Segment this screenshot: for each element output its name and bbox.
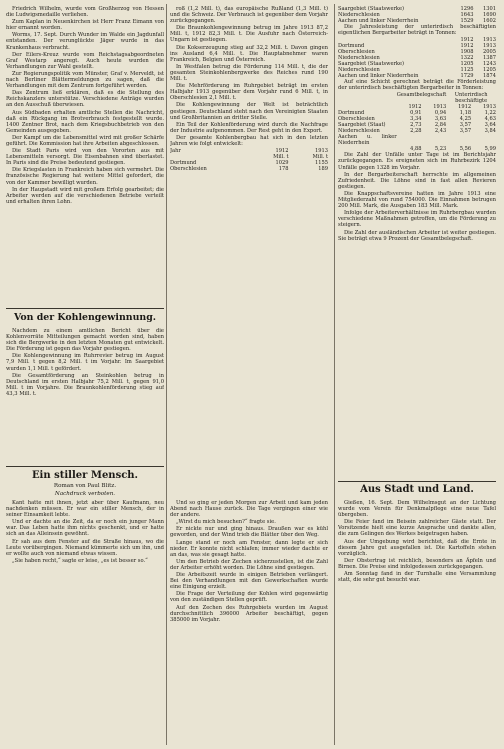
table-unit: Mill. t <box>312 154 328 161</box>
paragraph: Am Sonntag fand in der Turnhalle eine Versammlung statt, die sehr gut besucht war. <box>338 571 496 584</box>
paragraph: roß (1,2 Mill. t), das europäische Rußland (1,3 Mill. t) und die Schweiz. Der Verbrauch ist gegenüber dem Vorjahr zurückgegangen. <box>170 6 328 25</box>
paragraph: Die Kriegslasten in Frankreich haben sich vermehrt. Die französische Regierung hat weitere Mittel gefordert, die von der Kammer bewilligt wurden. <box>6 167 164 186</box>
output-table-top <box>338 6 496 24</box>
paragraph: In der Haupstadt wird mit großem Erfolg gearbeitet; die Arbeiter werden auf die verschiedenen Betriebe verteilt und erhalten ihren Lohn. <box>6 186 164 205</box>
paragraph: Die Frage der Verteilung der Kohlen wird gegenwärtig von den zuständigen Stellen geprüft. <box>170 591 328 604</box>
output-table-middle <box>338 37 496 79</box>
paragraph: Auf eine Schicht gerechnet beträgt die Förderleistung der unterirdisch beschäftigten Bergarbeiter in Tonnen: <box>338 79 496 92</box>
paragraph: „Sie haben recht,“ sagte er leise, „es ist besser so.“ <box>12 557 148 564</box>
paragraph: Aus der Umgebung wird berichtet, daß die Ernte in diesem Jahre gut ausgefallen ist. Die Kartoffeln stehen vorzüglich. <box>338 538 496 557</box>
paragraph: Die Zahl der Unfälle unter Tage ist im Berichtsjahr zurückgegangen. Es ereigneten sich im Ruhrbezirk 1204 Unfälle gegen 1328 im Vorjahr. <box>338 152 496 171</box>
kohlen-heading: Von der Kohlengewinnung. <box>13 312 157 323</box>
production-table <box>170 148 328 172</box>
shift-output-table: Gesamtbelegschaft Unterirdisch beschäftigte 1912 1913 1912 1913 Dortmund 0,91 0,94 1,18 1,22 Oberschlesien 3,34 3,63 4,25 4,63 Saargebiet (Staat) 2,73 2,84 3,57 3,64 Niederschlesien 2,28 2,43 3,57 3,84 Aachen u. linker Niederrhein 4,88 5,23 5,56 5,99 <box>338 92 496 153</box>
paragraph: Die Feier fand im Beisein zahlreicher Gäste statt. Der Vorsitzende hielt eine kurze Ansprache und dankte allen, die zum Gelingen des Werkes beigetragen haben. <box>338 519 496 538</box>
paragraph: Das Zentrum ließ erklären, daß es die Stellung des Reichskanzlers unterstütze. Verschiedene Anträge wurden an den Ausschuß überwiesen. <box>6 90 164 109</box>
table-row: Saargebiet (Staat) 2,73 2,84 3,57 3,64 <box>338 122 496 129</box>
table-row: Aachen u. linker Niederrhein <box>338 134 397 147</box>
paragraph: Auf den Zechen des Ruhrgebiets wurden im August durchschnittlich 396000 Arbeiter beschäftigt, gegen 385000 im Vorjahr. <box>170 604 328 623</box>
table-header-cell: Jahr <box>170 148 181 155</box>
column-1-text <box>6 6 164 306</box>
paragraph: „Wirst du mich besuchen?“ fragte sie. <box>176 519 276 526</box>
paragraph: Worms, 17. Sept. Durch Wunder im Walde ein Jagdunfall entstanden. Der verunglückte Jäger wurde in das Krankenhaus verbracht. <box>6 32 164 51</box>
paragraph: Der Eilers-Kreuz wurde vom Reichstagsabgeordneten Graf Westarp angeregt. Auch heute wurden die Verhandlungen zur Wahl gestellt. <box>6 51 164 70</box>
novel-column-2 <box>170 500 328 744</box>
paragraph: Der Kampf um die Lebensmittel wird mit großer Schärfe geführt. Die Kommission hat ihre Arbeiten abgeschlossen. <box>6 134 164 147</box>
paragraph: Er sah aus dem Fenster auf die Straße hinaus, wo die Leute vorübergingen. Niemand kümmerte sich um ihn, und er wollte auch von niemand etwas wissen. <box>6 538 164 557</box>
table-header-cell: Gesamtbelegschaft <box>396 92 447 99</box>
paragraph: Zur Regierungspolitik vom Münster, Graf v. Merveldt, ist nach Berliner Blättermeldungen zu sagen, daß die Verhandlungen mit dem Zentrum fortgeführt werden. <box>6 70 164 90</box>
novel-column-1 <box>6 500 164 744</box>
table-row: Niederschlesien 1125 1205 <box>338 67 496 74</box>
paragraph: Die Kohlengewinnung der Welt ist beträchtlich gestiegen. Deutschland steht nach den Vereinigten Staaten und Großbritannien an dritter Stelle. <box>170 102 328 121</box>
paragraph: Die Kokserzeugung stieg auf 32,2 Mill. t. Davon gingen ins Ausland 6,4 Mill. t. Die Hauptabnehmer waren Frankreich, Belgien und Österreich. <box>170 44 328 63</box>
paragraph: Um den Betrieb der Zechen sicherzustellen, ist die Zahl der Arbeiter erhöht worden. Die Löhne sind gestiegen. <box>170 558 328 571</box>
paragraph: Infolge der Arbeiterverhältnisse im Ruhrbergbau wurden verschiedene Maßnahmen getroffen, um die Förderung zu steigern. <box>338 210 496 229</box>
table-row: Niederschlesien 2,28 2,43 3,57 3,84 <box>338 128 496 135</box>
table-row: Oberschlesien 1908 2005 <box>338 49 496 56</box>
kohlen-article <box>6 328 164 458</box>
table-header-cell: 1913 <box>315 148 328 155</box>
table-row: Oberschlesien 178 189 <box>170 166 328 173</box>
reprint-note: Nachdruck verboten. <box>54 491 116 497</box>
novel-heading: Ein stiller Mensch. <box>31 470 139 481</box>
paragraph: Die Mehrförderung im Ruhrgebiet beträgt im ersten Halbjahr 1913 gegenüber dem Vorjahr rund 6 Mill. t, in Oberschlesien 2,1 Mill. t. <box>170 83 328 102</box>
local-news-article <box>338 500 496 744</box>
table-row: Dortmund 0,91 0,94 1,18 1,22 <box>338 110 496 117</box>
table-row: Saargebiet (Staatswerke) 1296 1301 <box>338 6 496 12</box>
table-row: Aachen und linker Niederrhein 1729 1874 <box>338 73 496 80</box>
local-news-heading: Aus Stadt und Land. <box>360 484 474 495</box>
paragraph: Ein Teil der Kohlenförderung wird durch die Nachfrage der Industrie aufgenommen. Der Rest geht in den Export. <box>170 121 328 134</box>
section-rule <box>338 481 496 482</box>
table-row: Dortmund 1029 1155 <box>170 160 328 167</box>
paragraph: Er nickte nur und ging hinaus. Draußen war es kühl geworden, und der Wind trieb die Blätter über den Weg. <box>170 526 328 539</box>
paragraph: Die Kohlengewinnung im Ruhrrevier betrug im August 7,9 Mill. t gegen 8,2 Mill. t im Vorjahr. Im Saargebiet wurden 1,1 Mill. t gefördert. <box>6 353 164 372</box>
table-header-cell: Unterirdisch beschäftigte <box>454 92 488 105</box>
paragraph: Die Jahresleistung der unterirdisch beschäftigten eigentlichen Bergarbeiter beträgt in Tonnen: <box>338 24 496 37</box>
table-row: Aachen und linker Niederrhein 1529 1602 <box>338 18 496 24</box>
table-unit: Mill. t <box>273 154 289 161</box>
table-header-cell: 1913 <box>483 37 496 44</box>
paragraph: In der Bergarbeiterschaft herrschte im allgemeinen Zufriedenheit. Die Löhne sind in fast allen Revieren gestiegen. <box>338 171 496 190</box>
paragraph: Lange stand er noch am Fenster, dann legte er sich nieder. Er konnte nicht schlafen; immer wieder dachte er an das, was sie gesagt hatte. <box>170 539 328 558</box>
column-2-text <box>170 6 328 426</box>
table-row: Oberschlesien 3,34 3,63 4,25 4,63 <box>338 116 496 123</box>
paragraph: Und er dachte an die Zeit, da er noch ein junger Mann war. Das Leben hatte ihm nichts geschenkt, und er hatte sich an das Alleinsein gewöhnt. <box>6 519 164 538</box>
table-header-cell: 1912 <box>460 37 474 44</box>
paragraph: In Westfalen betrug die Förderung 114 Mill. t, die der gesamten Steinkohlenbergwerke des Reiches rund 190 Mill. t. <box>170 63 328 83</box>
table-row: Dortmund 1912 1913 <box>338 43 496 50</box>
column-divider <box>334 4 335 745</box>
paragraph: Die Gesamtförderung an Steinkohlen betrug in Deutschland im ersten Halbjahr 75,2 Mill. t, gegen 91,0 Mill. t im Vorjahre. Die Braunkohlenförderung stieg auf 43,3 Mill. t. <box>6 372 164 397</box>
paragraph: Die Zahl der ausländischen Arbeiter ist weiter gestiegen. Sie beträgt etwa 9 Prozent der Gesamtbelegschaft. <box>338 229 496 242</box>
section-rule <box>6 466 164 467</box>
paragraph: Gießen, 16. Sept. Dem Wilhelmsgut an der Lichtung wurde vom Verein für Denkmalpflege eine neue Tafel übergeben. <box>338 500 496 519</box>
table-row: 4,88 5,23 5,56 5,99 <box>410 146 496 153</box>
paragraph: Die Arbeitszeit wurde in einigen Betrieben verlängert. Bei den Verhandlungen mit den Gewerkschaften wurde eine Einigung erzielt. <box>170 572 328 591</box>
table-intro: Der gesamte Kohlenbergbau hat sich in den letzten Jahren wie folgt entwickelt: <box>170 134 328 147</box>
paragraph: Nachdem zu einem amtlichen Bericht über die Kohlenvorräte Mitteilungen gemacht worden sind, haben sich die Bergwerke in den letzten Monaten gut entwickelt. Die Förderung ist gegen das Vorjahr gestiegen. <box>6 328 164 353</box>
paragraph: Kant hatte mit ihnen, jetzt aber über Kaufmann, neu nachdenken müssen. Er war ein stiller Mensch, der in seiner Einsamkeit lebte. <box>6 500 164 519</box>
paragraph: Zum Kaplan in Neuenkirchen ist Herr Franz Eimann von hier ernannt worden. <box>6 19 164 32</box>
paragraph: Aus Südbaden erhalten amtliche Stellen die Nachricht, daß ein Rückgang im Brotverbrauch festgestellt wurde. 1400 Zentner Brot, nach dem Kriegsbuchbetrieb von den Gemeinden ausgegeben. <box>6 109 164 134</box>
paragraph: Der Obstertrag ist reichlich, besonders an Äpfeln und Birnen. Die Preise sind infolgedessen zurückgegangen. <box>338 557 496 570</box>
column-3-text <box>338 6 496 476</box>
novel-author: Roman von Paul Blitz. <box>53 483 117 489</box>
table-row: Saargebiet (Staatswerke) 1205 1243 <box>338 61 496 68</box>
paragraph: Friedrich Wilhelm, wurde vom Großherzog von Hessen die Ludwigsmedaille verliehen. <box>6 6 164 19</box>
table-header-cell: 1912 <box>275 148 289 155</box>
column-divider <box>166 4 167 745</box>
paragraph: Die Knappschaftsvereine hatten im Jahre 1913 eine Mitgliederzahl von rund 754000. Die Einnahmen betrugen 200 Mill. Mark, die Ausgaben 183 Mill. Mark. <box>338 190 496 210</box>
paragraph: Die Braunkohlengewinnung betrug im Jahre 1913 87,2 Mill. t, 1912 82,3 Mill. t. Die Ausfuhr nach Österreich-Ungarn ist gestiegen. <box>170 25 328 44</box>
table-row: Niederschlesien 1643 1690 <box>338 12 496 18</box>
table-row: Niederschlesien 1322 1387 <box>338 55 496 62</box>
section-rule <box>6 308 164 309</box>
paragraph: Und so ging er jeden Morgen zur Arbeit und kam jeden Abend nach Hause zurück. Die Tage vergingen einer wie der andere. <box>170 500 328 519</box>
paragraph: Die Stadt Paris wird von den Vororten aus mit Lebensmitteln versorgt. Die Eisenbahnen sind überlastet. In Paris sind die Preise bedeutend gestiegen. <box>6 148 164 167</box>
